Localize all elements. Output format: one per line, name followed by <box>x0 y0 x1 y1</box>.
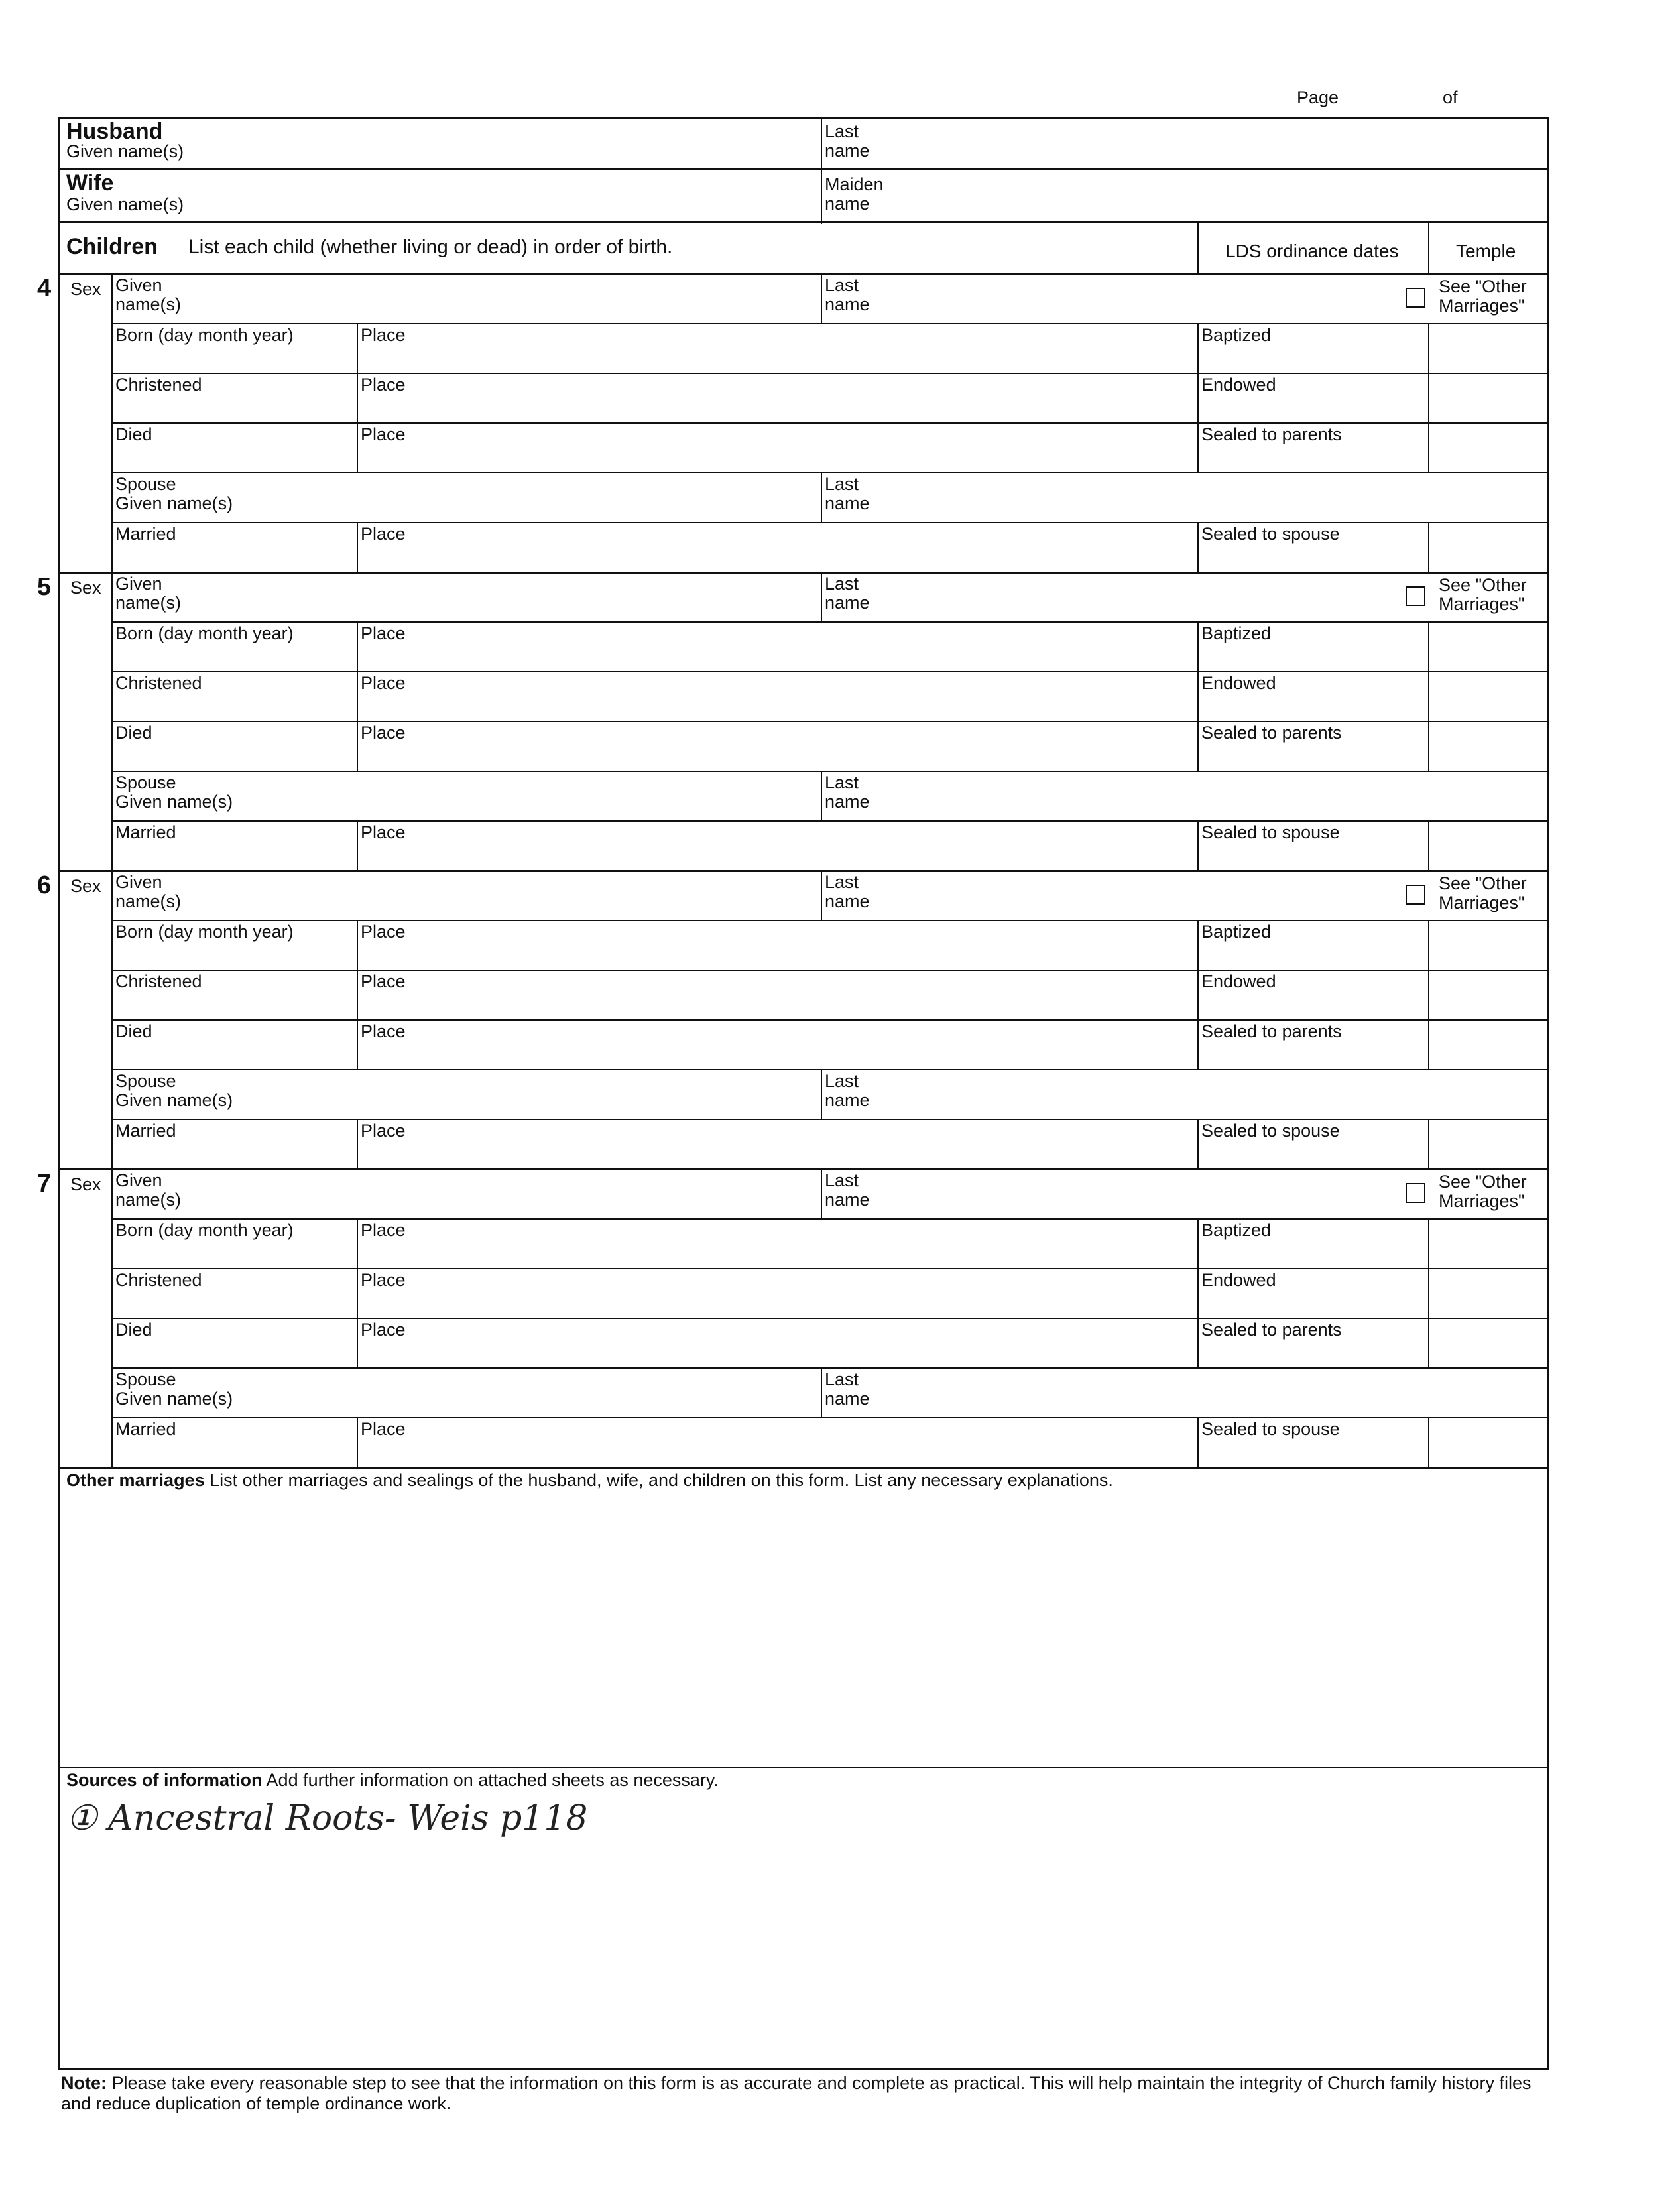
children-title: Children <box>66 234 158 259</box>
child-sealed-spouse-label: Sealed to spouse <box>1201 822 1340 842</box>
handwritten-source: ① Ancestral Roots- Weis p118 <box>66 1798 588 1838</box>
child-sealed-parents-label: Sealed to parents <box>1201 424 1342 444</box>
note <box>61 2073 1533 2114</box>
child-place-label: Place <box>361 1021 406 1041</box>
spouse-given-label: Spouse Given name(s) <box>115 1369 233 1409</box>
see-other-marriages-label: See "Other Marriages" <box>1439 873 1527 912</box>
child-given-label: Given name(s) <box>115 275 182 314</box>
spouse-last-label: Last name <box>825 1369 870 1409</box>
child-married-label: Married <box>115 822 176 842</box>
child-number: 7 <box>37 1170 52 1198</box>
child-given-label: Given name(s) <box>115 574 182 613</box>
child-endowed-label: Endowed <box>1201 1270 1276 1290</box>
child-last-label: Last name <box>825 275 870 314</box>
child-place-label: Place <box>361 1320 406 1340</box>
see-other-marriages-checkbox[interactable] <box>1406 1183 1425 1203</box>
child-sealed-spouse-label: Sealed to spouse <box>1201 1121 1340 1141</box>
child-place-label: Place <box>361 1270 406 1290</box>
child-number: 5 <box>37 573 52 601</box>
child-baptized-label: Baptized <box>1201 1220 1272 1240</box>
wife-given-label: Given name(s) <box>66 194 184 214</box>
child-died-label: Died <box>115 723 152 743</box>
see-other-marriages-label: See "Other Marriages" <box>1439 575 1527 614</box>
sources-title: Sources of information <box>66 1770 263 1790</box>
child-number: 4 <box>37 275 52 302</box>
child-place-label: Place <box>361 922 406 942</box>
sources-text: Add further information on attached sheets as necessary. <box>266 1770 719 1790</box>
child-place-label: Place <box>361 673 406 693</box>
child-place-label: Place <box>361 424 406 444</box>
child-last-label: Last name <box>825 1170 870 1210</box>
spouse-last-label: Last name <box>825 1071 870 1110</box>
husband-given-label: Given name(s) <box>66 141 184 161</box>
child-christened-label: Christened <box>115 673 202 693</box>
child-sealed-parents-label: Sealed to parents <box>1201 1021 1342 1041</box>
child-sex-label: Sex <box>70 279 101 299</box>
sources-section <box>66 1771 719 1790</box>
wife-title: Wife <box>66 170 114 196</box>
wife-maiden-label: Maiden name <box>825 174 884 214</box>
child-born-label: Born (day month year) <box>115 922 294 942</box>
child-sealed-parents-label: Sealed to parents <box>1201 1320 1342 1340</box>
child-sex-label: Sex <box>70 1174 101 1194</box>
other-marriages-text: List other marriages and sealings of the husband, wife, and children on this form. List any necessary explanations. <box>210 1470 1113 1490</box>
of-label: of <box>1443 88 1458 107</box>
husband-title: Husband <box>66 119 163 144</box>
child-died-label: Died <box>115 1320 152 1340</box>
child-died-label: Died <box>115 1021 152 1041</box>
child-last-label: Last name <box>825 574 870 613</box>
child-married-label: Married <box>115 1419 176 1439</box>
spouse-given-label: Spouse Given name(s) <box>115 1071 233 1110</box>
child-place-label: Place <box>361 1220 406 1240</box>
child-born-label: Born (day month year) <box>115 1220 294 1240</box>
child-sealed-spouse-label: Sealed to spouse <box>1201 524 1340 544</box>
child-baptized-label: Baptized <box>1201 922 1272 942</box>
child-sealed-spouse-label: Sealed to spouse <box>1201 1419 1340 1439</box>
child-sex-label: Sex <box>70 578 101 597</box>
child-place-label: Place <box>361 325 406 345</box>
child-place-label: Place <box>361 822 406 842</box>
child-given-label: Given name(s) <box>115 1170 182 1210</box>
child-endowed-label: Endowed <box>1201 673 1276 693</box>
child-married-label: Married <box>115 1121 176 1141</box>
child-christened-label: Christened <box>115 972 202 991</box>
husband-last-label: Last name <box>825 121 870 160</box>
other-marriages-section <box>66 1471 1113 1490</box>
note-text: Please take every reasonable step to see that the information on this form is as accurate and complete as practical. This will help maintain the integrity of Church family history files and reduce duplication of temple ordinance work. <box>61 2073 1531 2113</box>
child-baptized-label: Baptized <box>1201 325 1272 345</box>
see-other-marriages-checkbox[interactable] <box>1406 288 1425 308</box>
child-born-label: Born (day month year) <box>115 325 294 345</box>
other-marriages-title: Other marriages <box>66 1470 205 1490</box>
page-label: Page <box>1297 88 1339 107</box>
child-place-label: Place <box>361 524 406 544</box>
child-number: 6 <box>37 871 52 899</box>
see-other-marriages-checkbox[interactable] <box>1406 586 1425 606</box>
children-instruction: List each child (whether living or dead) in order of birth. <box>188 236 673 258</box>
child-given-label: Given name(s) <box>115 872 182 911</box>
spouse-last-label: Last name <box>825 474 870 513</box>
see-other-marriages-label: See "Other Marriages" <box>1439 1172 1527 1211</box>
child-place-label: Place <box>361 972 406 991</box>
see-other-marriages-checkbox[interactable] <box>1406 885 1425 905</box>
child-place-label: Place <box>361 1121 406 1141</box>
temple-label: Temple <box>1456 241 1516 261</box>
child-endowed-label: Endowed <box>1201 972 1276 991</box>
spouse-given-label: Spouse Given name(s) <box>115 773 233 812</box>
child-christened-label: Christened <box>115 375 202 395</box>
child-endowed-label: Endowed <box>1201 375 1276 395</box>
child-place-label: Place <box>361 723 406 743</box>
child-born-label: Born (day month year) <box>115 623 294 643</box>
spouse-given-label: Spouse Given name(s) <box>115 474 233 513</box>
lds-ordinance-label: LDS ordinance dates <box>1225 241 1399 261</box>
child-married-label: Married <box>115 524 176 544</box>
note-title: Note: <box>61 2073 107 2093</box>
child-christened-label: Christened <box>115 1270 202 1290</box>
child-place-label: Place <box>361 623 406 643</box>
child-sex-label: Sex <box>70 876 101 896</box>
child-sealed-parents-label: Sealed to parents <box>1201 723 1342 743</box>
child-last-label: Last name <box>825 872 870 911</box>
spouse-last-label: Last name <box>825 773 870 812</box>
child-died-label: Died <box>115 424 152 444</box>
child-place-label: Place <box>361 375 406 395</box>
see-other-marriages-label: See "Other Marriages" <box>1439 277 1527 316</box>
child-baptized-label: Baptized <box>1201 623 1272 643</box>
child-place-label: Place <box>361 1419 406 1439</box>
